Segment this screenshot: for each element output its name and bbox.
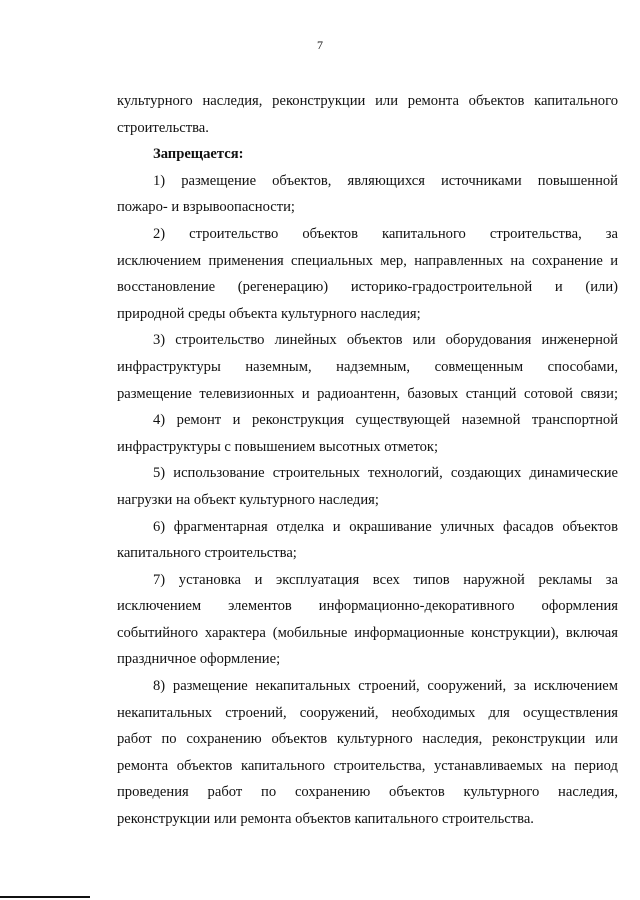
- text-line: размещение телевизионных и радиоантенн, базовых станций сотовой связи;: [117, 385, 618, 402]
- footer-rule: [0, 896, 90, 898]
- text-line: природной среды объекта культурного наследия;: [117, 305, 421, 322]
- text-line: 4) ремонт и реконструкция существующей наземной транспортной: [153, 412, 618, 429]
- text-line: работ по сохранению объектов культурного наследия, реконструкции или: [117, 731, 618, 748]
- text-line: некапитальных строений, сооружений, необходимых для осуществления: [117, 704, 618, 721]
- text-line: событийного характера (мобильные информационные конструкции), включая: [117, 624, 618, 641]
- page-number: 7: [317, 38, 323, 52]
- text-line: ремонта объектов капитального строительства, устанавливаемых на период: [117, 757, 618, 774]
- text-line: реконструкции или ремонта объектов капитального строительства.: [117, 811, 534, 828]
- text-line: исключением применения специальных мер, направленных на сохранение и: [117, 252, 618, 269]
- text-line: восстановление (регенерацию) историко-градостроительной и (или): [117, 279, 618, 296]
- text-line: 8) размещение некапитальных строений, сооружений, за исключением: [153, 678, 618, 695]
- document-body: [117, 88, 618, 833]
- text-line: инфраструктуры наземным, надземным, совмещенным способами,: [117, 358, 618, 375]
- text-line: строительства.: [117, 119, 209, 136]
- text-line: 7) установка и эксплуатация всех типов наружной рекламы за: [153, 571, 618, 588]
- text-line: культурного наследия, реконструкции или ремонта объектов капитального: [117, 93, 618, 109]
- text-line: 1) размещение объектов, являющихся источниками повышенной: [153, 172, 618, 189]
- text-line: 6) фрагментарная отделка и окрашивание уличных фасадов объектов: [153, 518, 618, 535]
- text-line: 2) строительство объектов капитального строительства, за: [153, 225, 618, 242]
- text-line: проведения работ по сохранению объектов культурного наследия,: [117, 784, 618, 801]
- text-line: 3) строительство линейных объектов или оборудования инженерной: [153, 332, 618, 349]
- text-line: пожаро- и взрывоопасности;: [117, 199, 295, 216]
- text-line: капитального строительства;: [117, 545, 297, 562]
- text-line: праздничное оформление;: [117, 651, 281, 668]
- text-line: нагрузки на объект культурного наследия;: [117, 491, 379, 508]
- text-line: инфраструктуры с повышением высотных отметок;: [117, 438, 439, 455]
- text-line: 5) использование строительных технологий, создающих динамические: [153, 465, 618, 482]
- section-heading: Запрещается:: [153, 146, 244, 163]
- text-line: исключением элементов информационно-декоративного оформления: [117, 598, 618, 615]
